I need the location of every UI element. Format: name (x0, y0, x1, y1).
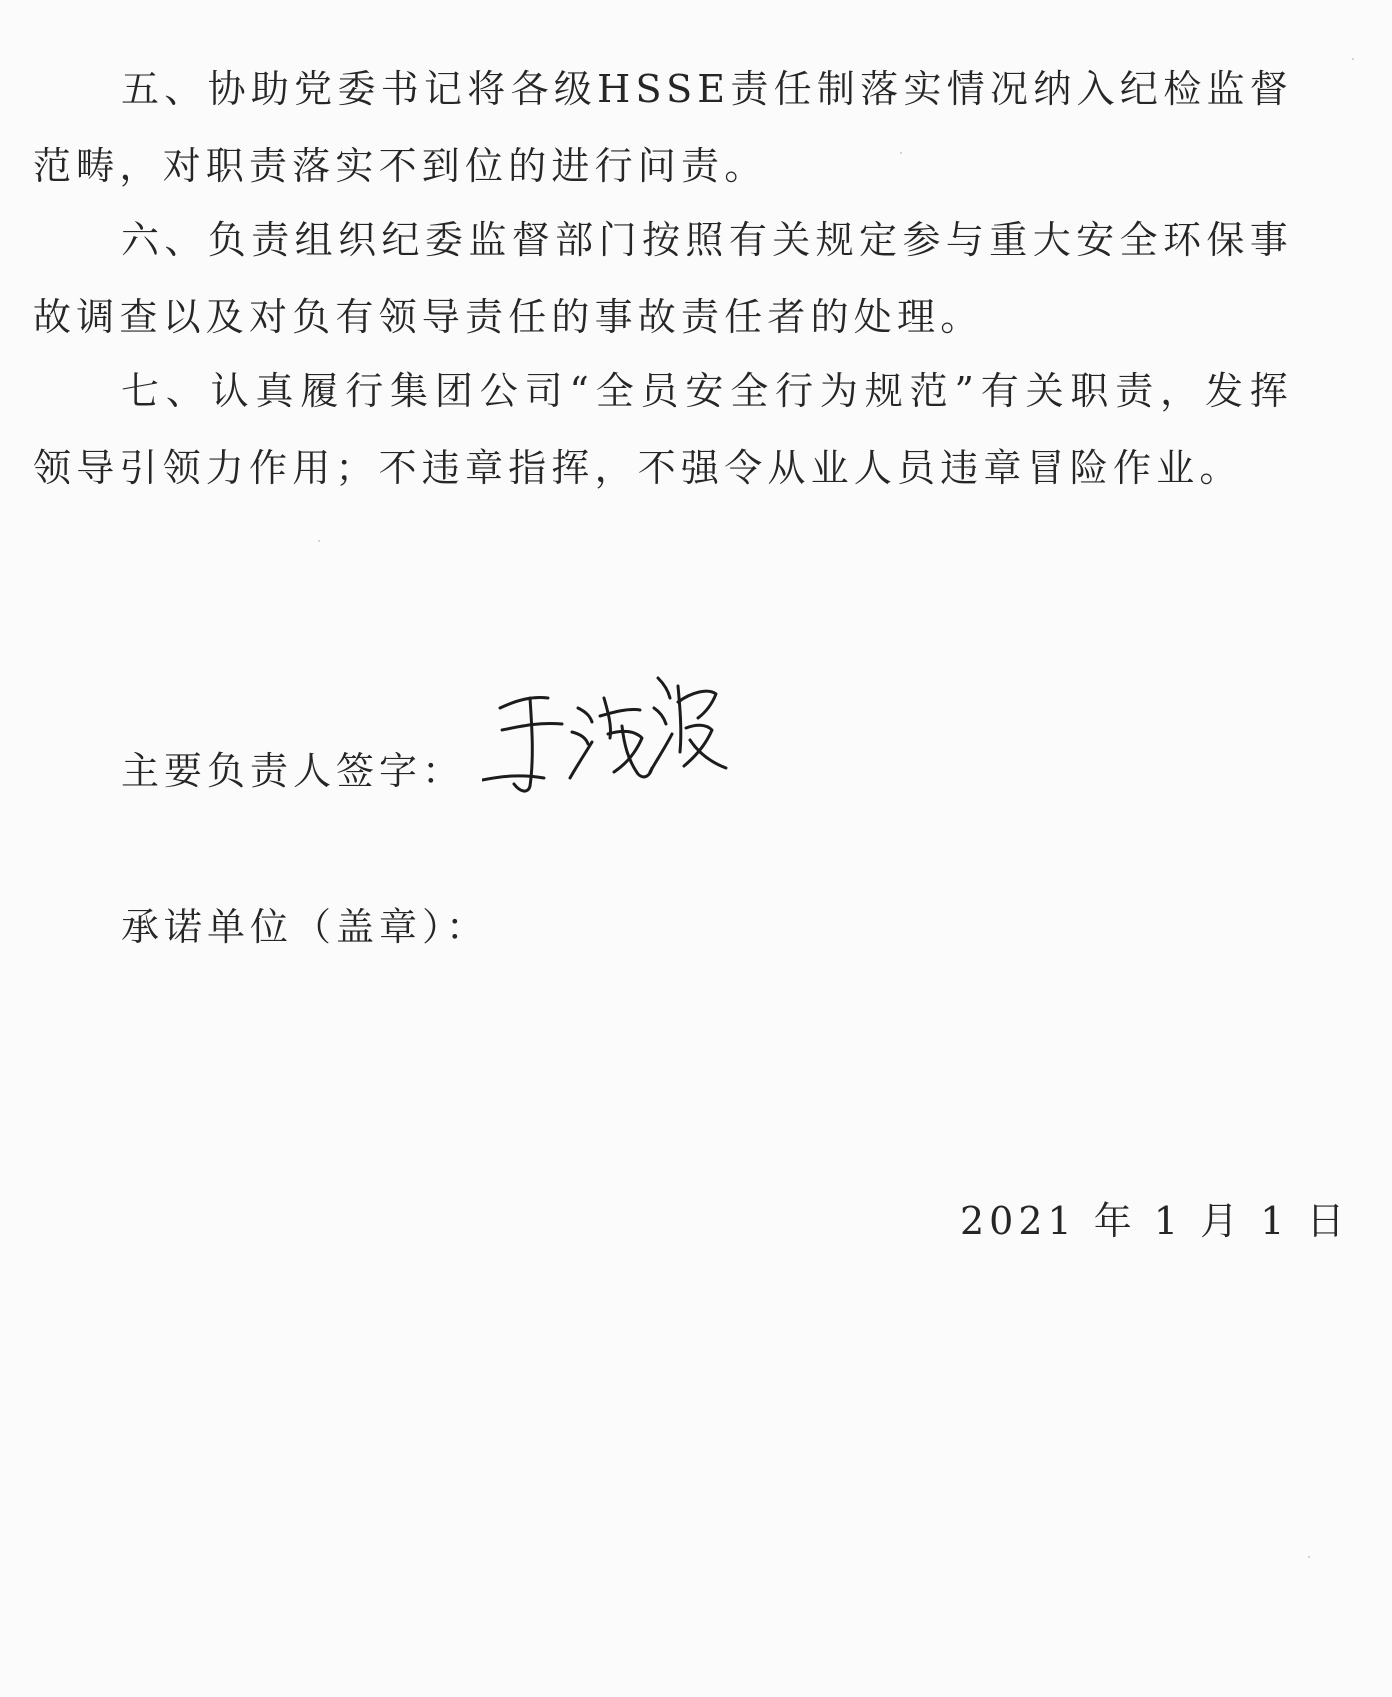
clause-5: 五、协助党委书记将各级HSSE责任制落实情况纳入纪检监督范畴，对职责落实不到位的进行问责。 (33, 67, 1293, 188)
signer-label: 主要负责人签字： (121, 749, 466, 793)
document-date: 2021 年 1 月 1 日 (960, 1199, 1350, 1243)
clause-6: 六、负责组织纪委监督部门按照有关规定参与重大安全环保事故调查以及对负有领导责任的事故责任者的处理。 (33, 218, 1293, 339)
scan-speck (900, 152, 902, 154)
scan-speck (1352, 58, 1354, 60)
scan-speck (1308, 1556, 1310, 1558)
scan-speck (318, 540, 320, 542)
clause-7: 七、认真履行集团公司“全员安全行为规范”有关职责，发挥领导引领力作用；不违章指挥，不强令从业人员违章冒险作业。 (33, 369, 1293, 490)
handwritten-signature (482, 668, 742, 808)
seal-label: 承诺单位（盖章）： (121, 905, 490, 949)
